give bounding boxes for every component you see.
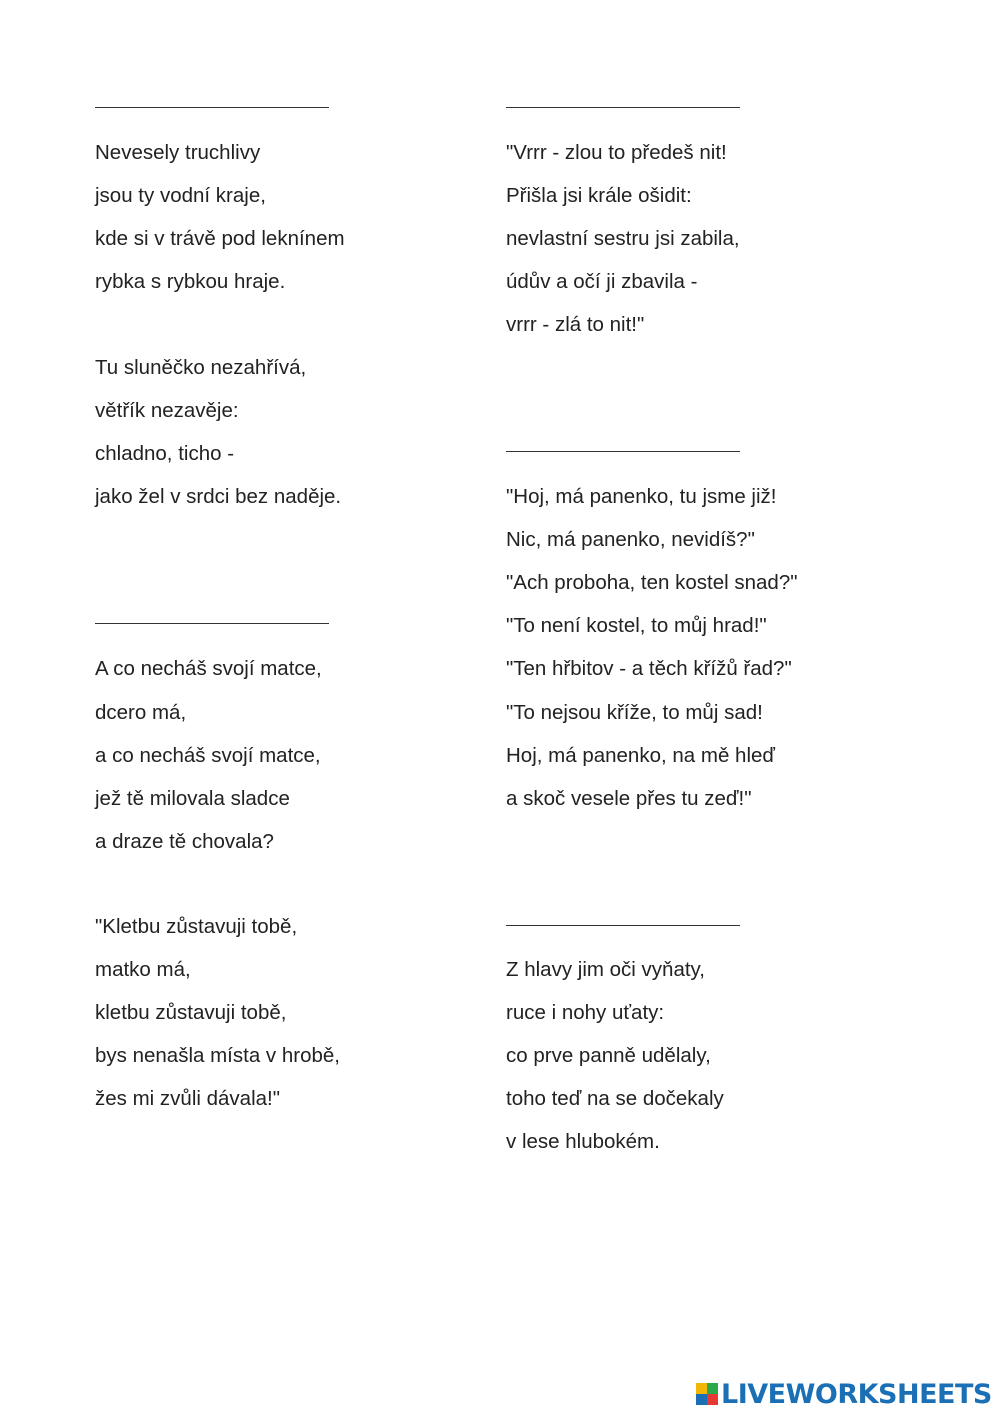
liveworksheets-logo-icon [696, 1383, 718, 1405]
logo-square-yellow [696, 1383, 707, 1394]
poem-line: Přišla jsi krále ošidit: [506, 184, 692, 207]
answer-blank-2[interactable] [95, 623, 329, 624]
poem-line: Nevesely truchlivy [95, 141, 261, 164]
poem-line: "Hoj, má panenko, tu jsme již! [506, 485, 777, 508]
poem-line: žes mi zvůli dávala!" [95, 1087, 281, 1110]
poem-line: chladno, ticho - [95, 442, 235, 465]
liveworksheets-brand-text: LIVEWORKSHEETS [721, 1378, 992, 1410]
answer-blank-1[interactable] [95, 107, 329, 108]
poem-line: a co necháš svojí matce, [95, 744, 321, 767]
poem-line: kletbu zůstavuji tobě, [95, 1001, 287, 1024]
poem-line: "To nejsou kříže, to můj sad! [506, 701, 763, 724]
poem-line: "To není kostel, to můj hrad!" [506, 614, 767, 637]
poem-line: Z hlavy jim oči vyňaty, [506, 958, 705, 981]
answer-blank-5[interactable] [506, 925, 740, 926]
poem-line: matko má, [95, 958, 191, 981]
poem-line: a skoč vesele přes tu zeď!" [506, 787, 752, 810]
poem-line: "Ten hřbitov - a těch křížů řad?" [506, 657, 792, 680]
poem-line: údův a očí ji zbavila - [506, 270, 698, 293]
answer-blank-3[interactable] [506, 107, 740, 108]
poem-line: jsou ty vodní kraje, [95, 184, 266, 207]
poem-line: Tu sluněčko nezahřívá, [95, 356, 307, 379]
poem-line: Hoj, má panenko, na mě hleď [506, 744, 776, 767]
poem-line: jako žel v srdci bez naděje. [95, 485, 342, 508]
poem-line: toho teď na se dočekaly [506, 1087, 724, 1110]
poem-line: větřík nezavěje: [95, 399, 239, 422]
poem-line: kde si v trávě pod leknínem [95, 227, 345, 250]
poem-line: rybka s rybkou hraje. [95, 270, 286, 293]
poem-line: Nic, má panenko, nevidíš?" [506, 528, 755, 551]
logo-square-red [707, 1394, 718, 1405]
poem-line: "Ach proboha, ten kostel snad?" [506, 571, 798, 594]
logo-square-blue [696, 1394, 707, 1405]
poem-line: dcero má, [95, 701, 187, 724]
poem-line: vrrr - zlá to nit!" [506, 313, 645, 336]
poem-line: a draze tě chovala? [95, 830, 274, 853]
answer-blank-4[interactable] [506, 451, 740, 452]
poem-line: "Kletbu zůstavuji tobě, [95, 915, 298, 938]
liveworksheets-logo [696, 1376, 996, 1412]
poem-line: nevlastní sestru jsi zabila, [506, 227, 740, 250]
poem-line: A co necháš svojí matce, [95, 657, 322, 680]
poem-line: ruce i nohy uťaty: [506, 1001, 665, 1024]
poem-line: co prve panně udělaly, [506, 1044, 711, 1067]
poem-line: jež tě milovala sladce [95, 787, 290, 810]
poem-line: v lese hlubokém. [506, 1130, 660, 1153]
logo-square-green [707, 1383, 718, 1394]
poem-line: "Vrrr - zlou to předeš nit! [506, 141, 727, 164]
poem-line: bys nenašla místa v hrobě, [95, 1044, 340, 1067]
